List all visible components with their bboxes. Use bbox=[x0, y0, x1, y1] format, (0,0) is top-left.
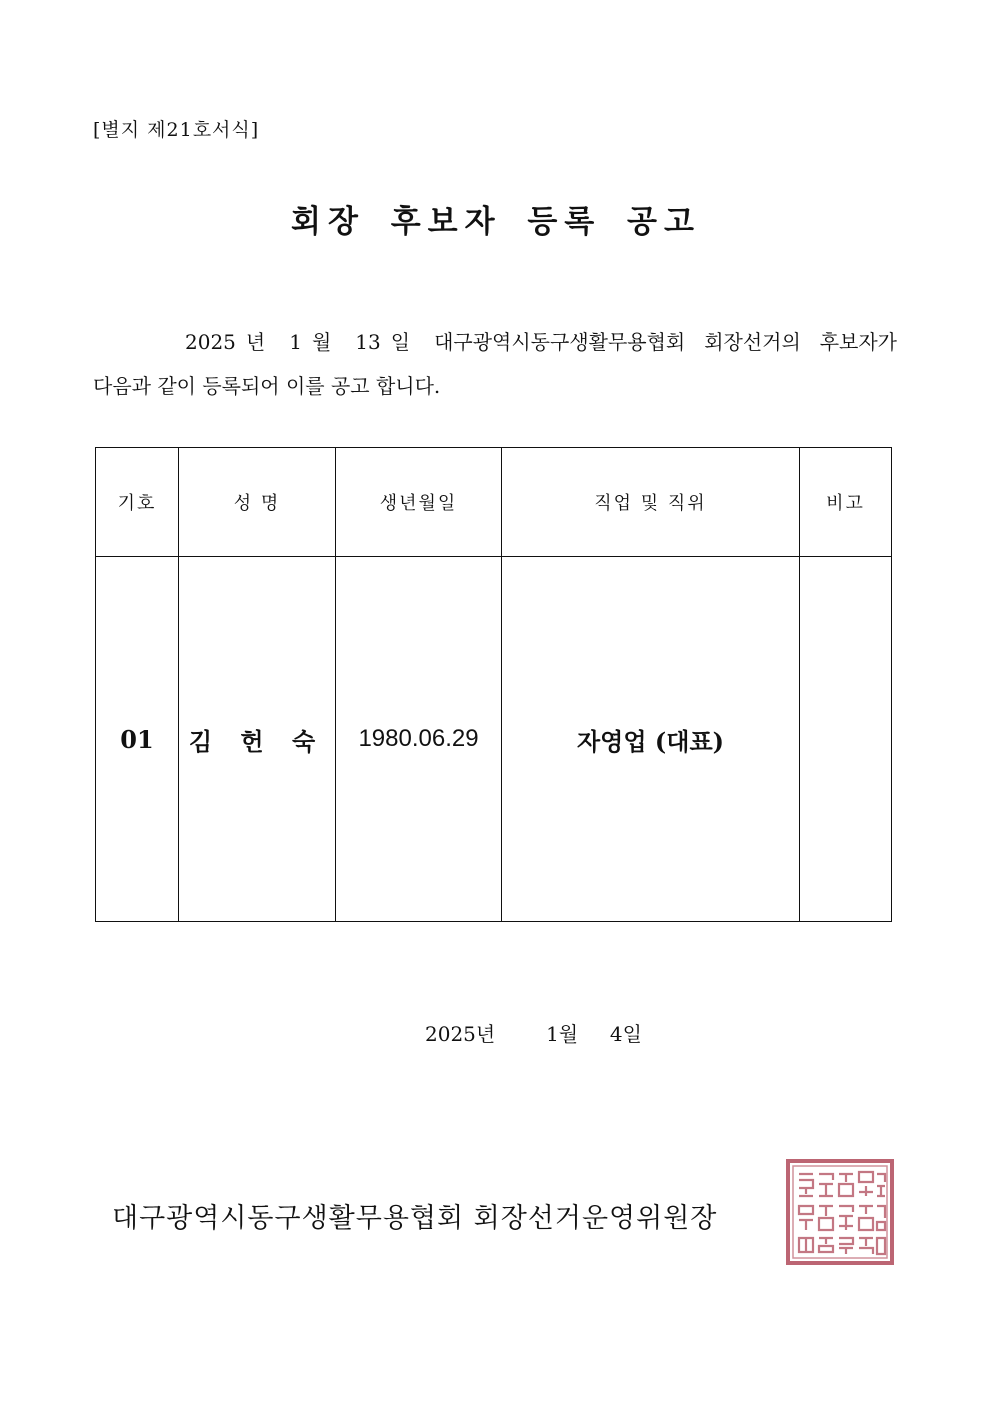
page-title: 회장 후보자 등록 공고 bbox=[291, 204, 701, 240]
notice-year-unit: 년 bbox=[245, 330, 266, 354]
notice-paragraph bbox=[93, 320, 897, 408]
table-row bbox=[96, 557, 892, 922]
table-header-row bbox=[96, 448, 892, 557]
cell-note bbox=[800, 557, 892, 922]
header-name: 성 명 bbox=[179, 448, 336, 557]
committee-chair-signature: 대구광역시동구생활무용협회 회장선거운영위원장 bbox=[112, 1203, 718, 1234]
header-occupation: 직업 및 직위 bbox=[502, 448, 800, 557]
notice-year: 2025 bbox=[185, 330, 236, 354]
header-number: 기호 bbox=[96, 448, 179, 557]
cell-number: 01 bbox=[96, 557, 179, 922]
cell-occupation: 자영업 (대표) bbox=[502, 557, 800, 922]
header-birth: 생년월일 bbox=[336, 448, 502, 557]
notice-month-unit: 월 bbox=[311, 330, 332, 354]
candidate-table bbox=[95, 447, 892, 922]
date-month: 1월 bbox=[546, 1022, 579, 1046]
header-note: 비고 bbox=[800, 448, 892, 557]
notice-day: 13 bbox=[355, 330, 381, 354]
official-seal-stamp bbox=[785, 1158, 895, 1266]
cell-name: 김 헌 숙 bbox=[179, 557, 336, 922]
announcement-date bbox=[425, 1018, 642, 1047]
notice-day-unit: 일 bbox=[390, 330, 411, 354]
notice-text: 회장선거의 후보자가 다음과 같이 등록되어 이를 공고 합니다. bbox=[93, 330, 897, 398]
notice-organization: 대구광역시동구생활무용협회 bbox=[434, 330, 686, 354]
cell-birth: 1980.06.29 bbox=[336, 557, 502, 922]
date-year: 2025년 bbox=[425, 1022, 496, 1046]
form-label: [별지 제21호서식] bbox=[93, 119, 260, 141]
notice-month: 1 bbox=[289, 330, 302, 354]
date-day: 4일 bbox=[609, 1022, 642, 1046]
